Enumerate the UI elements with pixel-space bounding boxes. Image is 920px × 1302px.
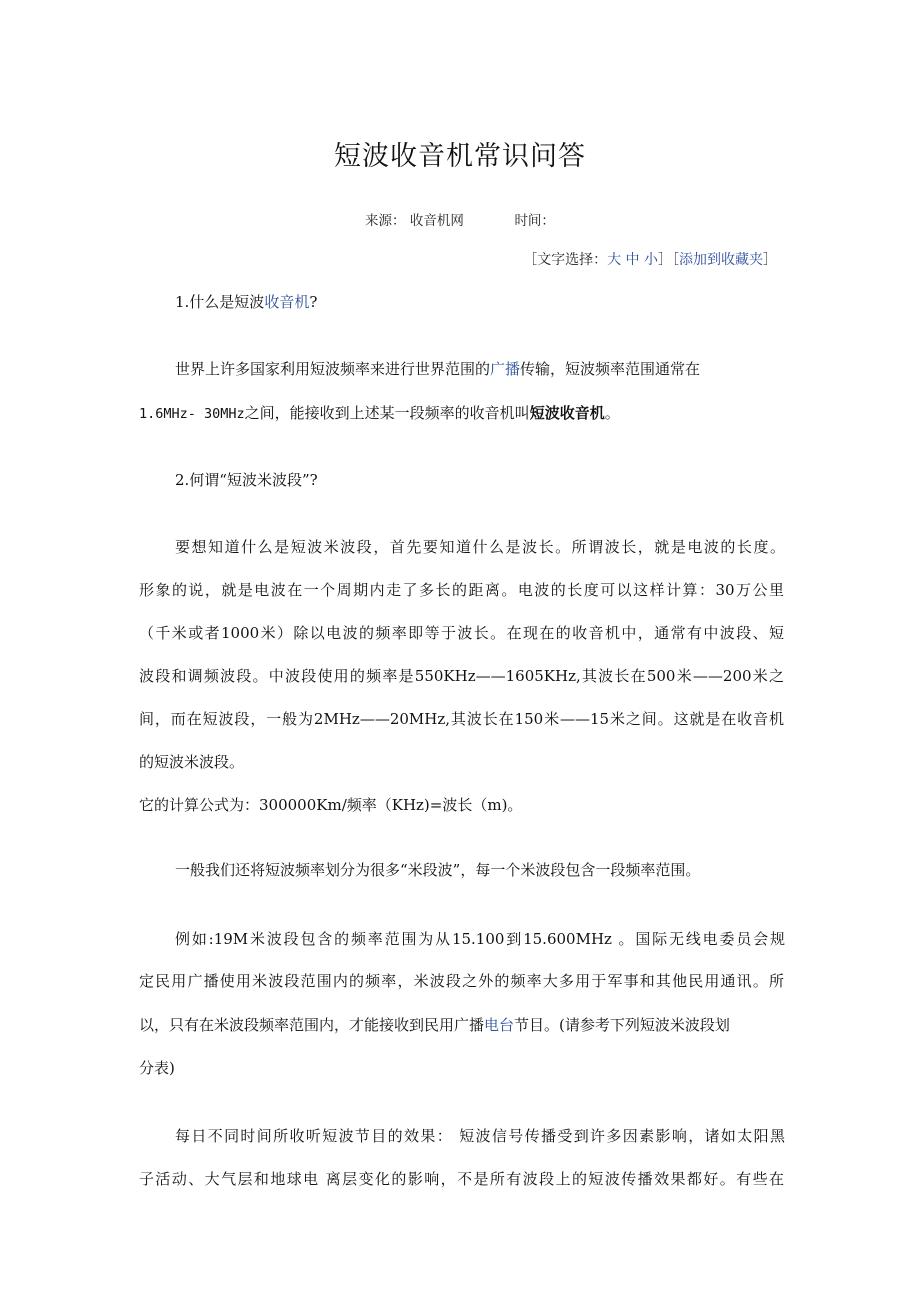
formula-line: 它的计算公式为：300000Km/频率（KHz)=波长（m)。: [139, 796, 523, 814]
paragraph-5-line-1: 每日不同时间所收听短波节目的效果： 短波信号传播受到许多因素影响，诸如太阳黑: [175, 1127, 785, 1145]
question-1: [175, 292, 785, 312]
bracket-close: ］: [763, 252, 777, 268]
answer-1-line-1: [175, 359, 785, 379]
source-value: 收音机网: [409, 213, 464, 229]
broadcast-link[interactable]: 广播: [490, 360, 521, 378]
paragraph-4-line-2: 定民用广播使用米波段范围内的频率，米波段之外的频率大多用于军事和其他民用通讯。所: [139, 972, 784, 990]
radio-link[interactable]: 收音机: [264, 293, 310, 311]
paragraph-5-line-2: 子活动、大气层和地球电 离层变化的影响，不是所有波段上的短波传播效果都好。有些在: [139, 1170, 784, 1188]
paragraph-4-line-3: [139, 1015, 784, 1035]
font-size-selector: [523, 249, 777, 269]
time-label: 时间：: [514, 213, 555, 229]
paragraph-4-text: 以，只有在米波段频率范围内，才能接收到民用广播: [139, 1016, 485, 1034]
font-large-link[interactable]: 大: [607, 252, 622, 268]
answer-1-line-2: [139, 403, 784, 424]
question-2: 2.何谓“短波米波段”?: [175, 471, 318, 489]
answer-2-line-5: 间，而在短波段，一般为2MHz——20MHz,其波长在150米——15米之间。这就是在收音机: [139, 710, 784, 728]
answer-2-line-4: 波段和调频波段。中波段使用的频率是550KHz——1605KHz,其波长在500米——200米之: [139, 667, 784, 685]
add-favorite-link[interactable]: 添加到收藏夹: [679, 252, 763, 268]
question-1-mark: ?: [309, 293, 318, 311]
paragraph-4-text-cont: 节目。(请参考下列短波米波段划: [514, 1016, 730, 1034]
article-meta: [0, 209, 920, 229]
paragraph-4-line-4: 分表): [139, 1059, 175, 1077]
period: 。: [604, 404, 620, 422]
shortwave-radio-term: 短波收音机: [529, 404, 605, 422]
font-small-link[interactable]: 小: [644, 252, 658, 268]
answer-2-line-1: 要想知道什么是短波米波段，首先要知道什么是波长。所谓波长，就是电波的长度。: [175, 538, 785, 556]
bracket-separator: ］［: [658, 252, 679, 268]
answer-1-text-2: 之间，能接收到上述某一段频率的收音机叫: [244, 404, 530, 422]
answer-2-line-2: 形象的说，就是电波在一个周期内走了多长的距离。电波的长度可以这样计算：30万公里: [139, 581, 784, 599]
paragraph-3: 一般我们还将短波频率划分为很多“米段波”，每一个米波段包含一段频率范围。: [175, 861, 701, 879]
answer-2-line-6: 的短波米波段。: [139, 753, 245, 771]
font-medium-link[interactable]: 中: [625, 252, 640, 268]
frequency-range: 1.6MHz- 30MHz: [139, 406, 245, 422]
paragraph-4-line-1: 例如:19M米波段包含的频率范围为从15.100到15.600MHz 。国际无线电委员会规: [175, 930, 785, 948]
source-label: 来源：: [365, 213, 406, 229]
page-title: 短波收音机常识问答: [334, 141, 586, 172]
font-select-label: ［文字选择：: [523, 252, 608, 268]
answer-1-text-cont: 传输，短波频率范围通常在: [520, 360, 701, 378]
question-1-text: 1.什么是短波: [175, 293, 265, 311]
answer-2-line-3: （千米或者1000米）除以电波的频率即等于波长。在现在的收音机中，通常有中波段、短: [139, 624, 784, 642]
station-link[interactable]: 电台: [484, 1016, 515, 1034]
answer-1-text: 世界上许多国家利用短波频率来进行世界范围的: [175, 360, 491, 378]
